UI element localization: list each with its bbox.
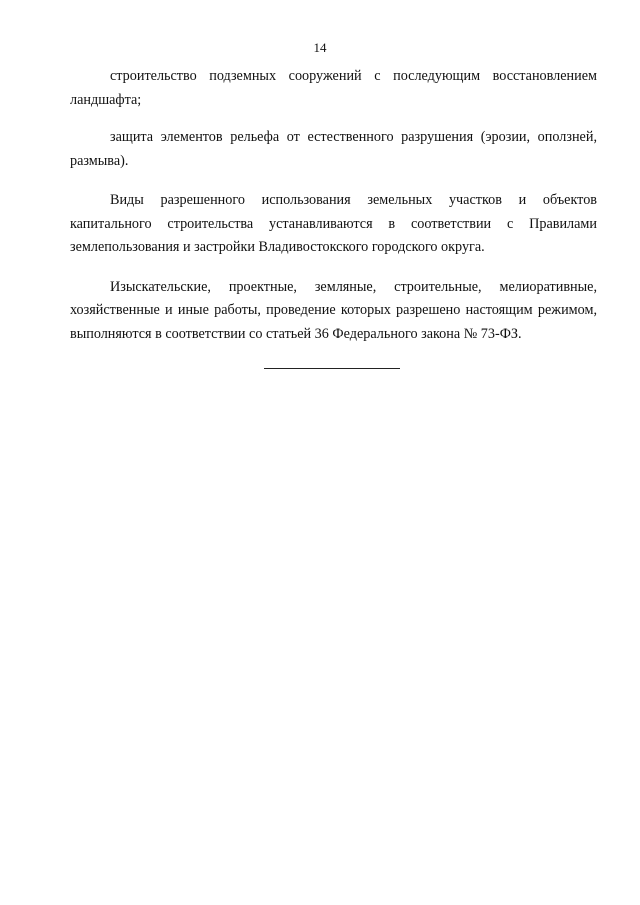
paragraph-permitted-use: Виды разрешенного использования земельных участков и объектов капитального строительства устанавливаются в соответствии с Правилами землепользования и застройки Владивостокского городского округа.: [70, 192, 597, 255]
paragraph-underground-construction: строительство подземных сооружений с последующим восстановлением ландшафта;: [70, 68, 597, 108]
paragraph-permitted-works: Изыскательские, проектные, земляные, строительные, мелиоративные, хозяйственные и иные работы, проведение которых разрешено настоящим режимом, выполняются в соответствии со статьей 36 Федерального закона № 73-ФЗ.: [70, 278, 597, 342]
page-number: 14: [313, 40, 327, 55]
body-text: [70, 65, 597, 346]
end-divider-line: [264, 368, 400, 369]
paragraph-relief-protection: защита элементов рельефа от естественного разрушения (эрозии, оползней, размыва).: [70, 129, 597, 169]
